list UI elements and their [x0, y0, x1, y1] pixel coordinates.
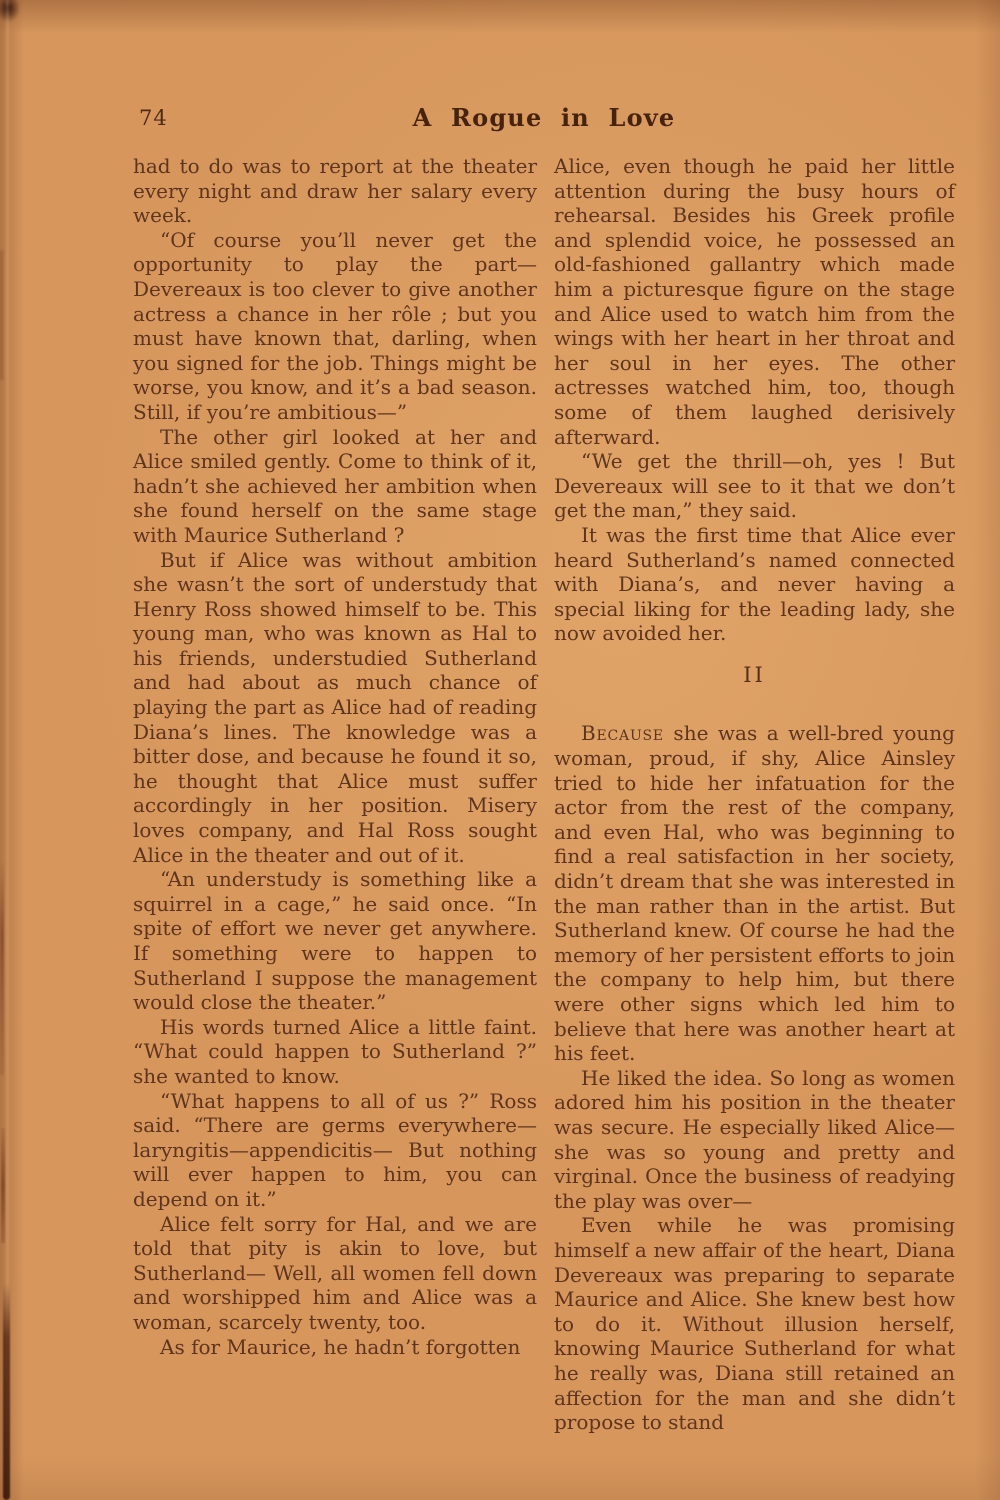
paragraph: “What happens to all of us ?” Ross said. “There are germs everywhere—laryngitis—appendicitis— But nothing will ever happen to him, you can depend on it.” — [133, 1088, 537, 1211]
right-column — [554, 154, 955, 1435]
paragraph: The other girl looked at her and Alice smiled gently. Come to think of it, hadn’t she achieved her ambition when she found herself on the same stage with Maurice Sutherland ? — [133, 424, 537, 547]
paragraph: “Of course you’ll never get the opportunity to play the part—Devereaux is too clever to give another actress a chance in her rôle ; but you must have known that, darling, when you signed for the job. Things might be worse, you know, and it’s a bad season. Still, if you’re ambitious—” — [133, 227, 537, 424]
paragraph: It was the first time that Alice ever heard Sutherland’s named connected with Diana’s, and never having a special liking for the leading lady, she now avoided her. — [554, 522, 955, 646]
spine-mark — [0, 250, 3, 380]
smallcaps-lead-word: Because — [581, 721, 664, 746]
paragraph: As for Maurice, he hadn’t forgotten — [160, 1334, 521, 1359]
spine-mark — [1, 1128, 5, 1243]
paragraph: Alice, even though he paid her little attention during the busy hours of rehearsal. Besides his Greek profile and splendid voice, he possessed an old-fashioned gallantry which made him a picturesque figure on the stage and Alice used to watch him from the wings with her heart in her throat and her soul in her eyes. The other actresses watched him, too, though some of them laughed derisively afterward. — [554, 154, 955, 449]
paragraph: “We get the thrill—oh, yes ! But Devereaux will see to it that we don’t get the man,” they said. — [554, 449, 955, 523]
page-number: 74 — [139, 106, 168, 130]
paper-edge-highlight — [6, 0, 9, 1500]
spine-mark — [0, 860, 4, 1075]
running-title: A Rogue in Love — [412, 103, 676, 132]
paragraph: “An understudy is something like a squirrel in a cage,” he said once. “In spite of effort we never get anywhere. If something were to happen to Sutherland I suppose the management would close the theater.” — [133, 867, 537, 1015]
paragraph: Because she was a well-bred young woman, proud, if shy, Alice Ainsley tried to hide her infatuation for the actor from the rest of the company, and even Hal, who was beginning to find a real satisfaction in her society, didn’t dream that she was interested in the man rather than in the artist. But Sutherland knew. Of course he had the memory of her persistent efforts to join the company to help him, but there were other signs which led him to believe that here was another heart at his feet. — [554, 721, 955, 1066]
text-columns — [133, 154, 955, 1435]
paragraph: Alice felt sorry for Hal, and we are told that pity is akin to love, but Sutherland— Well, all women fell down and worshipped him and Alice was a woman, scarcely twenty, too. — [133, 1211, 537, 1334]
paper-corner-stain — [0, 0, 25, 28]
paragraph: Even while he was promising himself a new affair of the heart, Diana Devereaux was preparing to separate Maurice and Alice. She knew best how to do it. Without illusion herself, knowing Maurice Sutherland for what he really was, Diana still retained an affection for the man and she didn’t propose to stand — [554, 1213, 955, 1435]
page-header — [133, 103, 955, 132]
paragraph: His words turned Alice a little faint. “What could happen to Sutherland ?” she wanted to know. — [133, 1014, 537, 1088]
left-column — [133, 154, 537, 1435]
paragraph: He liked the idea. So long as women adored him his position in the theater was secure. He especially liked Alice—she was so young and pretty and virginal. Once the business of readying the play was over— — [554, 1065, 955, 1213]
paragraph: had to do was to report at the theater every night and draw her salary every week. — [133, 154, 537, 228]
paragraph: But if Alice was without ambition she wasn’t the sort of understudy that Henry Ross showed himself to be. This young man, who was known as Hal to his friends, understudied Sutherland and had about as much chance of playing the part as Alice had of reading Diana’s lines. The knowledge was a bitter dose, and because he found it so, he thought that Alice must suffer accordingly in her position. Misery loves company, and Hal Ross sought Alice in the theater and out of it. — [133, 547, 537, 867]
spine-crease — [3, 1283, 10, 1500]
section-heading: II — [743, 662, 766, 687]
